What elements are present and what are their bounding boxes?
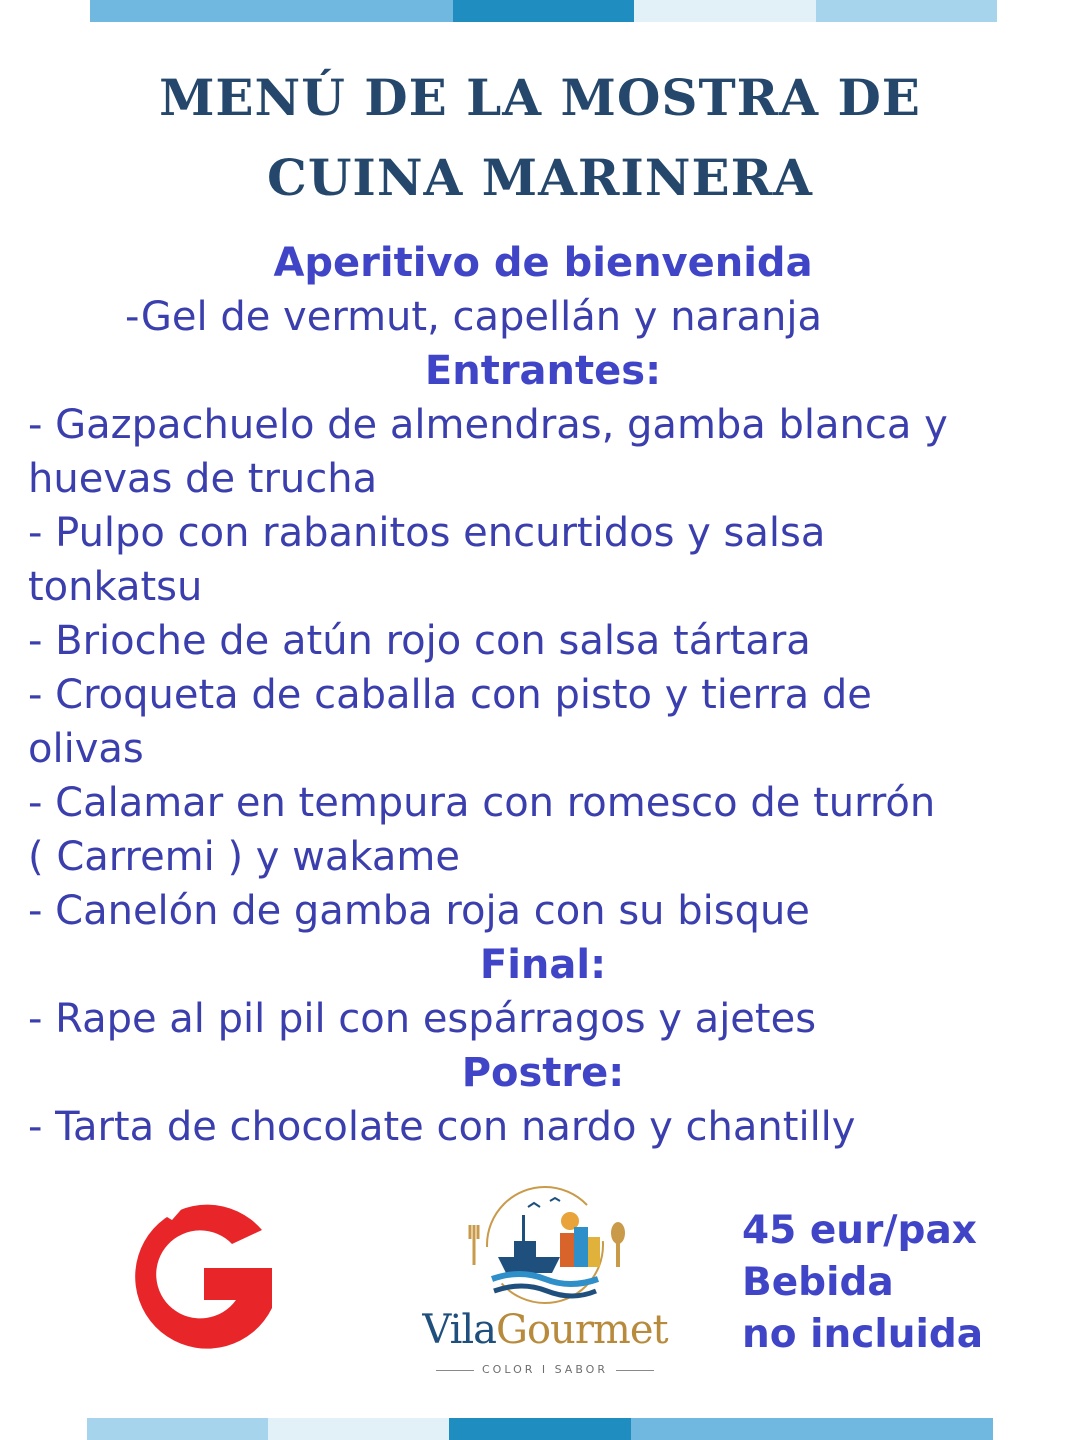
price-line-2: Bebida <box>742 1260 894 1305</box>
vila-gourmet-wordmark <box>410 1307 680 1353</box>
menu-item: - Tarta de chocolate con nardo y chantilly <box>28 1104 856 1150</box>
vila-gourmet-logo <box>410 1185 680 1385</box>
vila-word: Vila <box>422 1307 497 1353</box>
vila-gourmet-tagline: COLOR I SABOR <box>410 1363 680 1376</box>
g-logo-icon <box>112 1190 282 1360</box>
menu-item: huevas de trucha <box>28 456 378 502</box>
price-info <box>742 1205 983 1361</box>
menu-item: - Canelón de gamba roja con su bisque <box>28 888 810 934</box>
bottom-color-stripe <box>87 1418 993 1440</box>
gourmet-word: Gourmet <box>496 1307 668 1353</box>
menu-body <box>28 236 1058 1154</box>
price-line-1: 45 eur/pax <box>742 1208 977 1253</box>
menu-item: - Brioche de atún rojo con salsa tártara <box>28 618 811 664</box>
vila-gourmet-emblem-icon <box>410 1185 680 1305</box>
menu-item: - Rape al pil pil con espárragos y ajetes <box>28 996 817 1042</box>
menu-item: - Croqueta de caballa con pisto y tierra de <box>28 672 872 718</box>
top-color-stripe <box>90 0 997 22</box>
menu-item: - Gazpachuelo de almendras, gamba blanca y <box>28 402 948 448</box>
menu-item: olivas <box>28 726 144 772</box>
menu-item: ( Carremi ) y wakame <box>28 834 460 880</box>
menu-item: -Gel de vermut, capellán y naranja <box>125 294 822 340</box>
menu-title-line-2: CUINA MARINERA <box>267 148 813 207</box>
section-heading-aperitivo: Aperitivo de bienvenida <box>273 240 813 286</box>
menu-item: tonkatsu <box>28 564 203 610</box>
menu-item: - Calamar en tempura con romesco de turrón <box>28 780 936 826</box>
price-line-3: no incluida <box>742 1312 984 1357</box>
section-heading-final: Final: <box>479 942 607 988</box>
menu-title <box>0 58 1080 218</box>
section-heading-entrantes: Entrantes: <box>424 348 662 394</box>
section-heading-postre: Postre: <box>461 1050 625 1096</box>
menu-item: - Pulpo con rabanitos encurtidos y salsa <box>28 510 826 556</box>
menu-title-line-1: MENÚ DE LA MOSTRA DE <box>159 68 921 127</box>
